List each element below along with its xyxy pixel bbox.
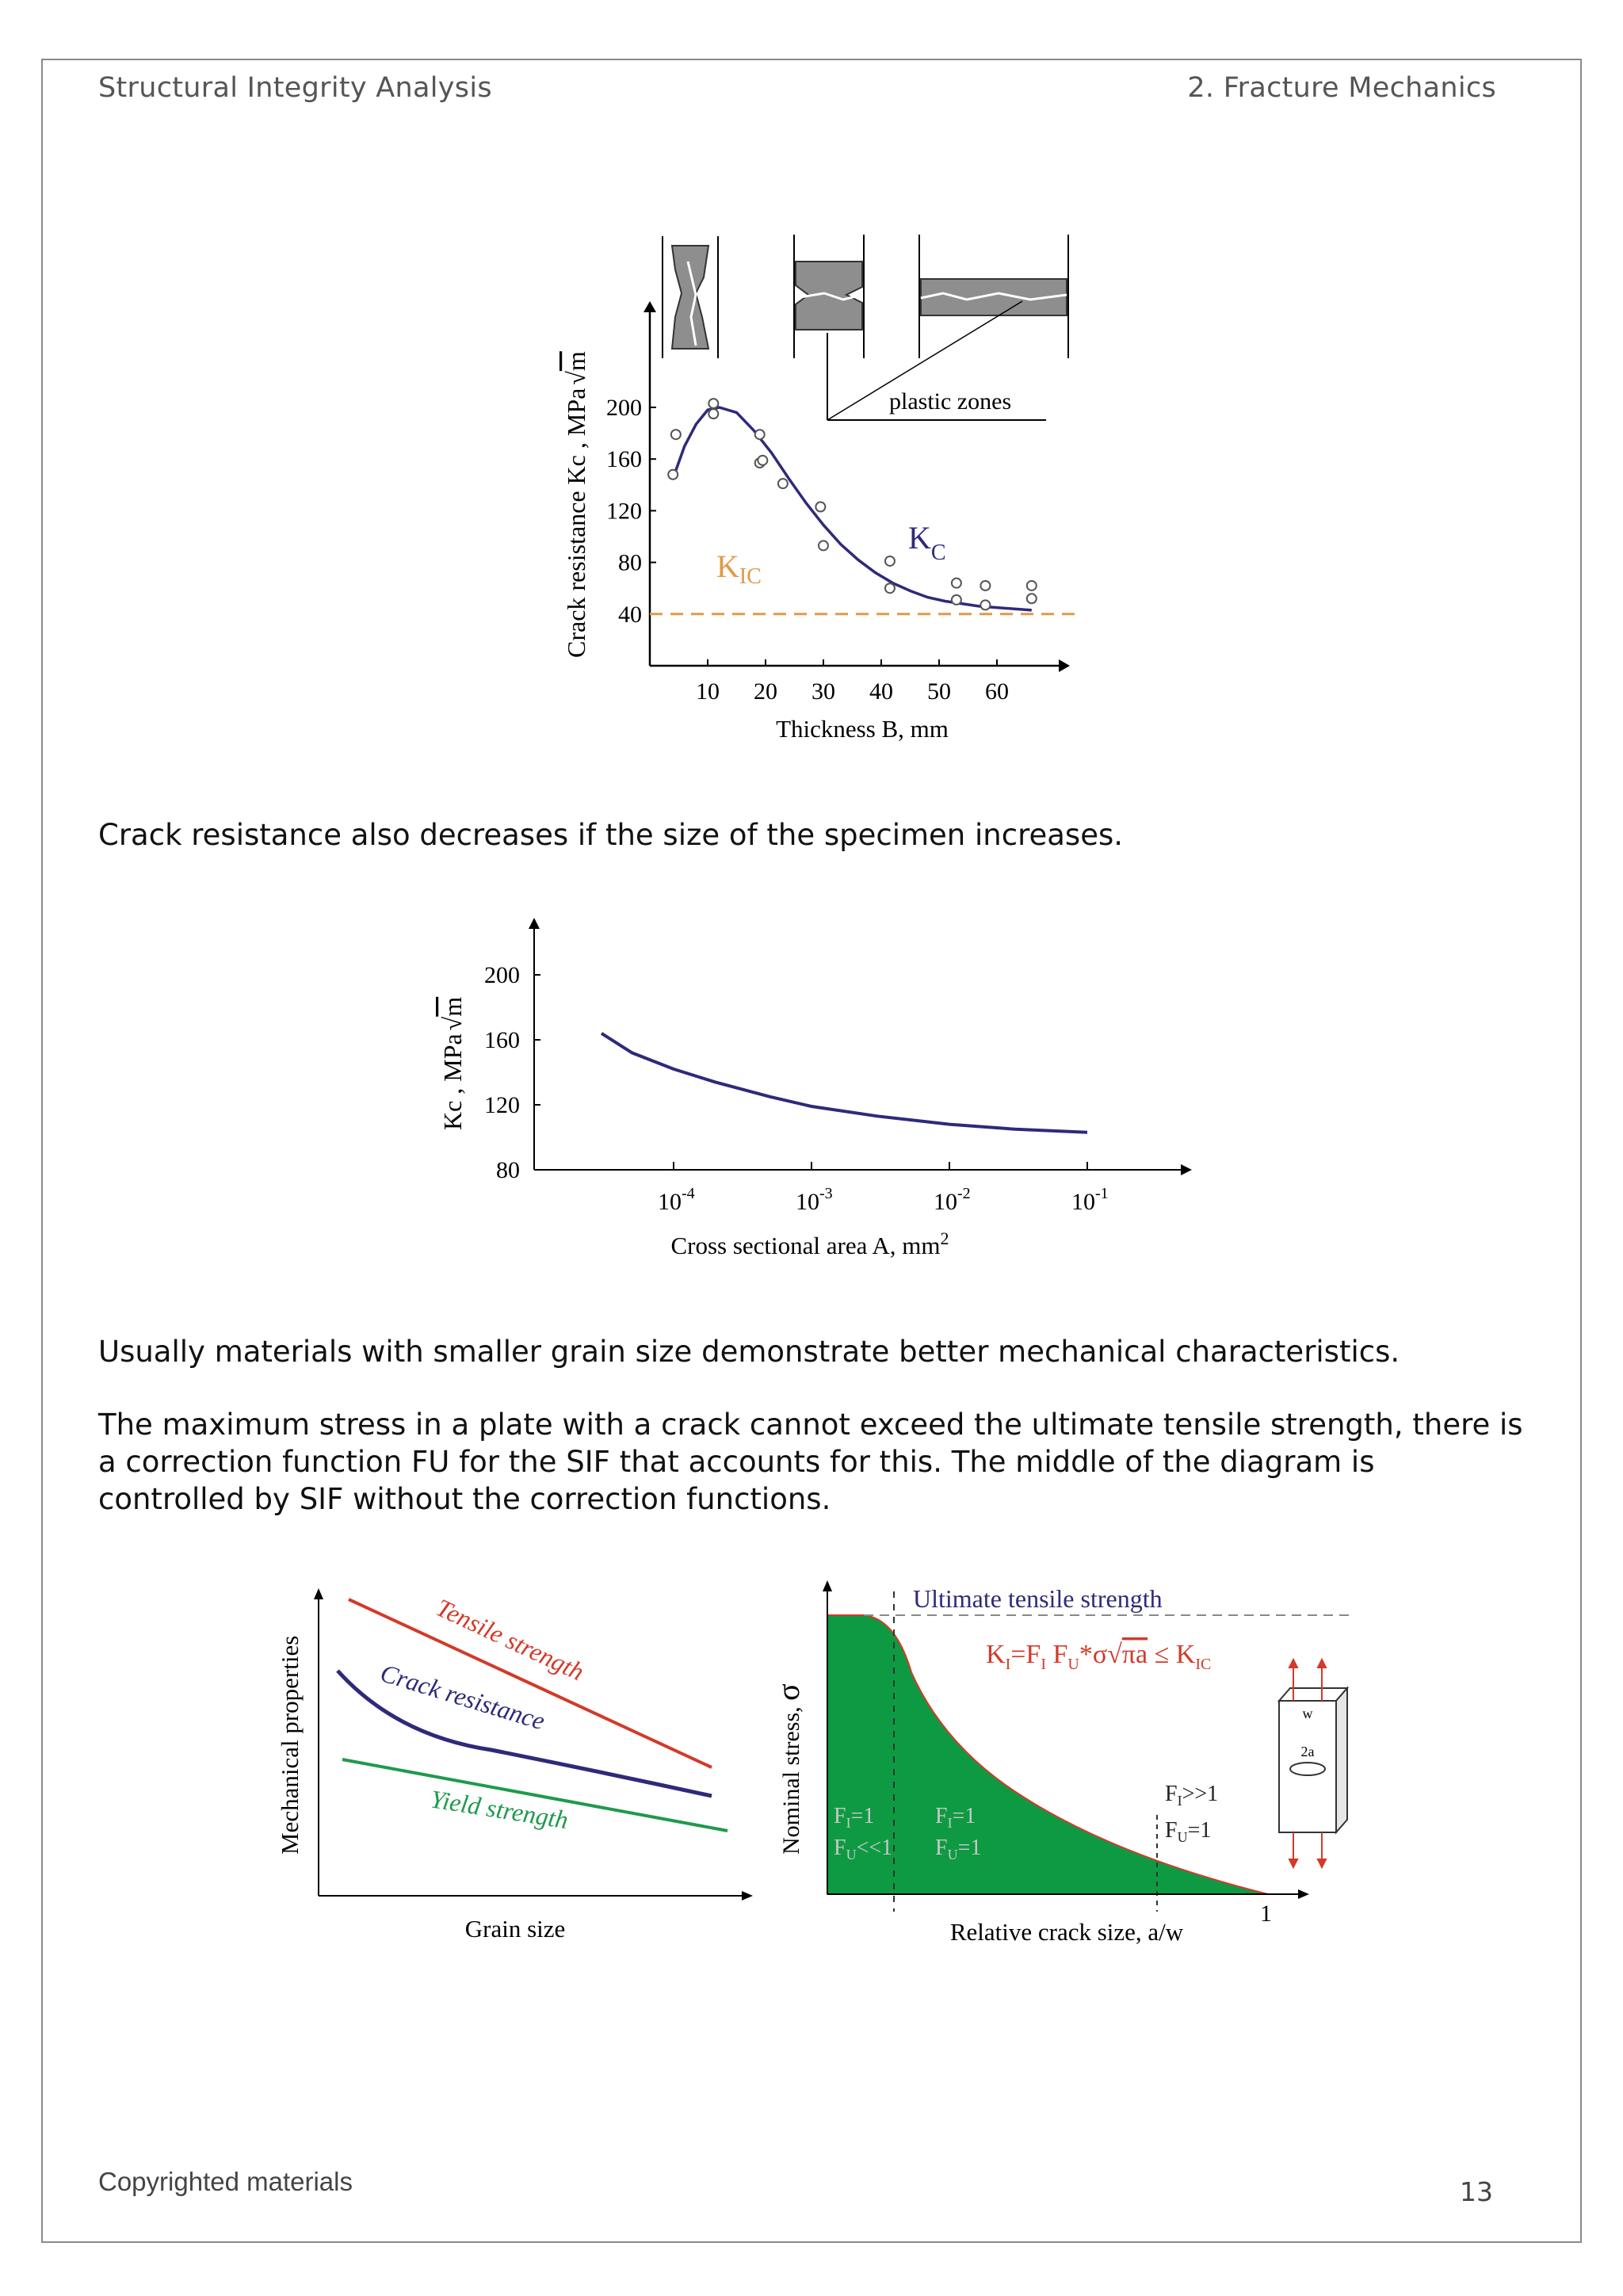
header-chapter: 2. Fracture Mechanics — [1187, 72, 1496, 104]
stress-x-label: Relative crack size, a/w — [949, 1918, 1184, 1946]
svg-text:FI>>1: $F_I>>1$ — [1165, 1782, 1219, 1809]
y-tick-label: 40 — [618, 601, 642, 628]
svg-text:FU=1: $F_U=1$ — [935, 1836, 982, 1862]
area-x-label: Cross sectional area A, $mm^2$ — [670, 1228, 949, 1259]
kc-label: $K_C$ — [908, 520, 946, 565]
x-end-label: 1 — [1260, 1901, 1272, 1927]
svg-text:Kc , MPa√m: Kc , MPa√m — [438, 996, 467, 1130]
x-tick-label: $10^{-3}$ — [796, 1185, 833, 1215]
x-tick-label: 40 — [869, 678, 893, 705]
x-tick-label: 60 — [985, 678, 1009, 705]
y-tick-label: 80 — [496, 1157, 520, 1183]
y-tick-label: 200 — [606, 395, 642, 421]
yield-strength-label: Yield strength — [428, 1784, 571, 1835]
svg-text:Mechanical properties: Mechanical properties — [276, 1635, 304, 1855]
tensile-strength-label: Tensile strength — [432, 1592, 589, 1687]
paragraph-size-effect: Crack resistance also decreases if the size of the specimen increases. — [98, 818, 1123, 852]
svg-text:FU=1: $F_U=1$ — [1165, 1818, 1212, 1845]
y-tick-label: 80 — [618, 549, 642, 576]
y-tick-label: 200 — [484, 962, 520, 988]
svg-text:w: w — [1302, 1706, 1313, 1721]
uts-label: Ultimate tensile strength — [913, 1584, 1163, 1613]
thickness-x-label: Thickness B, mm — [776, 715, 949, 743]
x-tick-label: $10^{-1}$ — [1071, 1185, 1109, 1215]
y-tick-label: 120 — [606, 498, 642, 525]
paragraph-correction-function: The maximum stress in a plate with a crack cannot exceed the ultimate tensile strength, there is a correction function FU for the SIF that accounts for this. The middle of the diagram is controlled by SIF without the correction functions. — [98, 1408, 1523, 1516]
y-tick-label: 160 — [484, 1027, 520, 1053]
header-title: Structural Integrity Analysis — [98, 72, 492, 104]
y-tick-label: 160 — [606, 446, 642, 473]
paragraph-grain-size: Usually materials with smaller grain size demonstrate better mechanical characteristics. — [98, 1335, 1400, 1369]
kic-label: $K_{IC}$ — [716, 548, 762, 589]
svg-text:2a: 2a — [1300, 1744, 1315, 1759]
region-right-labels — [1165, 1782, 1218, 1845]
footer-copyright: Copyrighted materials — [98, 2167, 353, 2196]
page-number: 13 — [1460, 2176, 1493, 2207]
x-tick-label: 20 — [754, 678, 777, 705]
y-tick-label: 120 — [484, 1092, 520, 1118]
x-tick-label: 10 — [696, 678, 720, 705]
grain-x-label: Grain size — [464, 1915, 566, 1943]
x-tick-label: $10^{-2}$ — [934, 1185, 971, 1215]
svg-text:FU<<1: $F_U<<1$ — [834, 1836, 893, 1862]
svg-text:Crack resistance Kc , MPa√m: Crack resistance Kc , MPa√m — [562, 351, 590, 658]
x-tick-label: $10^{-4}$ — [658, 1185, 695, 1215]
plate-specimen-icon — [1279, 1660, 1347, 1867]
stress-y-label — [770, 1683, 806, 1855]
svg-text:FI=1: $F_I=1$ — [834, 1804, 875, 1831]
svg-text:Nominal stress, σ: Nominal stress, σ — [770, 1683, 806, 1855]
sif-formula: $K_I=F_I$ $F_U*\sigma√\pi a \le K_{IC}$ — [986, 1640, 1212, 1673]
x-tick-label: 50 — [927, 678, 951, 705]
x-tick-label: 30 — [812, 678, 835, 705]
plastic-zones-label: plastic zones — [889, 388, 1012, 415]
svg-text:FI=1: $F_I=1$ — [935, 1804, 976, 1831]
crack-resistance-label: Crack resistance — [376, 1658, 548, 1736]
